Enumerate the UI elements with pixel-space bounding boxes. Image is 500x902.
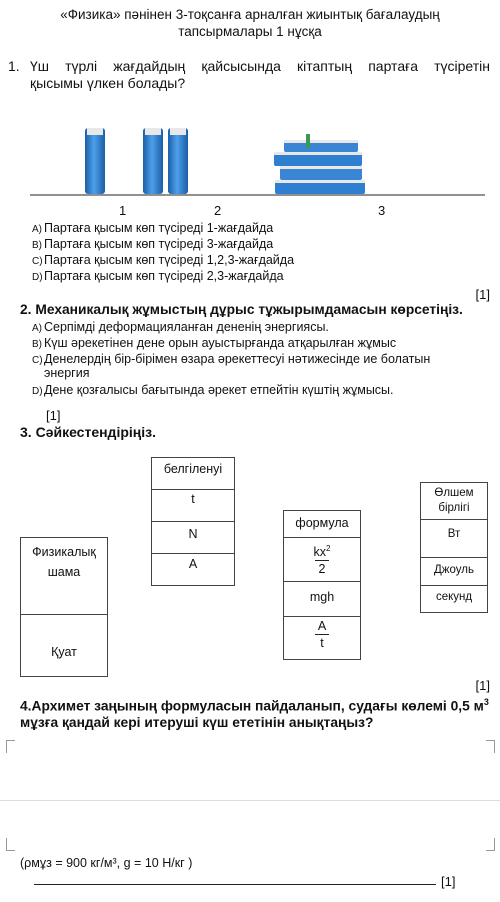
books-stack <box>274 134 365 194</box>
question-4-title-line-1: 4.Архимет заңының формуласын пайдаланып, судағы көлемі 0,5 м <box>20 698 484 714</box>
option-d[interactable] <box>32 383 492 399</box>
option-text: энергия <box>44 366 90 380</box>
option-text: Күш әрекетінен дене орын ауыстырғанда атқарылған жұмыс <box>44 336 397 350</box>
corner-mark <box>486 838 495 851</box>
option-letter: C) <box>32 256 43 267</box>
formula-cell: mgh <box>283 581 361 617</box>
corner-mark <box>6 838 15 851</box>
case-label-1: 1 <box>119 203 127 218</box>
question-3-title: 3. Сәйкестендіріңіз. <box>20 424 156 440</box>
unit-cell: секунд <box>420 585 488 613</box>
option-text: Денелердің бір-бірімен өзара әрекеттесуі нәтижесінде ие болатын <box>44 352 431 366</box>
option-c-continued <box>32 366 492 381</box>
title-line-1: «Физика» пәнінен 3-тоқсанға арналған жиынтық бағалаудың <box>60 7 440 22</box>
question-1 <box>8 58 490 94</box>
quantity-cell: Қуат <box>20 614 108 677</box>
option-a[interactable] <box>32 320 492 336</box>
unit-header-line-2: бірлігі <box>438 502 470 514</box>
symbol-cell: t <box>151 489 235 522</box>
question-1-text-line-2: қысымы үлкен болады? <box>30 75 186 91</box>
option-c[interactable] <box>32 352 492 368</box>
unit-header-line-1: Өлшем <box>434 487 474 499</box>
page-divider <box>0 800 500 801</box>
fraction-numerator: kx <box>313 545 327 560</box>
quantity-header-line-1: Физикалық <box>32 545 96 559</box>
option-a[interactable] <box>32 221 294 237</box>
option-text: Партаға қысым көп түсіреді 1-жағдайда <box>44 221 274 235</box>
question-1-options <box>32 221 294 285</box>
question-2-title: 2. Механикалық жұмыстың дұрыс тұжырымдамасын көрсетіңіз. <box>20 302 463 317</box>
option-letter: B) <box>32 339 42 350</box>
option-text: Партаға қысым көп түсіреді 3-жағдайда <box>44 237 274 251</box>
fraction-kx2-over-2 <box>314 542 331 576</box>
option-letter: A) <box>32 224 42 235</box>
symbol-cell: N <box>151 521 235 554</box>
question-4-superscript: 3 <box>483 697 489 707</box>
question-4-title-line-2: мұзға қандай кері итеруші күш ететінін анықтаңыз? <box>20 714 374 730</box>
option-text: Серпімді деформацияланған дененің энергиясы. <box>44 320 329 334</box>
fraction-denominator: t <box>320 636 324 650</box>
formula-header: формула <box>283 510 361 538</box>
fraction-superscript: 2 <box>326 544 331 553</box>
unit-cell: Вт <box>420 519 488 558</box>
case-label-3: 3 <box>378 203 386 218</box>
question-4-mark: [1] <box>441 874 456 889</box>
symbol-header: белгіленуі <box>151 457 235 490</box>
option-letter: C) <box>32 355 43 366</box>
title-line-2: тапсырмалары 1 нұсқа <box>178 24 322 39</box>
option-c[interactable] <box>32 253 294 269</box>
unit-cell: Джоуль <box>420 557 488 586</box>
question-1-number: 1. <box>8 58 20 74</box>
question-2-mark: [1] <box>46 408 61 423</box>
option-letter: D) <box>32 386 43 397</box>
answer-line[interactable] <box>34 884 436 885</box>
corner-mark <box>6 740 15 753</box>
option-letter: A) <box>32 323 42 334</box>
option-text: Дене қозғалысы бағытында әрекет етпейтін күштің жұмысы. <box>44 383 394 397</box>
option-b[interactable] <box>32 237 294 253</box>
book-standing-single <box>85 128 105 194</box>
fraction-a-over-t <box>315 619 329 650</box>
question-1-mark: [1] <box>475 287 490 302</box>
symbol-cell: A <box>151 553 235 586</box>
case-label-2: 2 <box>214 203 222 218</box>
option-text: Партаға қысым көп түсіреді 1,2,3-жағдайда <box>44 253 295 267</box>
question-4-given: (ρмұз = 900 кг/м³, g = 10 Н/кг ) <box>20 856 193 870</box>
question-4-title <box>20 694 490 731</box>
option-text: Партаға қысым көп түсіреді 2,3-жағдайда <box>44 269 284 283</box>
corner-mark <box>486 740 495 753</box>
fraction-denominator: 2 <box>318 562 326 577</box>
question-2-options <box>32 320 492 399</box>
option-b[interactable] <box>32 336 492 352</box>
books-standing-pair <box>143 128 188 194</box>
fraction-numerator: A <box>317 619 327 633</box>
formula-cell <box>283 537 361 582</box>
option-letter: D) <box>32 272 43 283</box>
option-letter: B) <box>32 240 42 251</box>
question-3-mark: [1] <box>475 678 490 693</box>
quantity-header-line-2: шама <box>47 565 81 579</box>
quantity-header <box>20 537 108 615</box>
option-d[interactable] <box>32 269 294 285</box>
books-illustration <box>30 122 490 202</box>
formula-cell <box>283 616 361 660</box>
worksheet-title <box>0 6 500 40</box>
question-1-text-line-1: Үш түрлі жағдайдың қайсысында кітаптың партаға түсіретін <box>30 58 490 74</box>
unit-header <box>420 482 488 520</box>
